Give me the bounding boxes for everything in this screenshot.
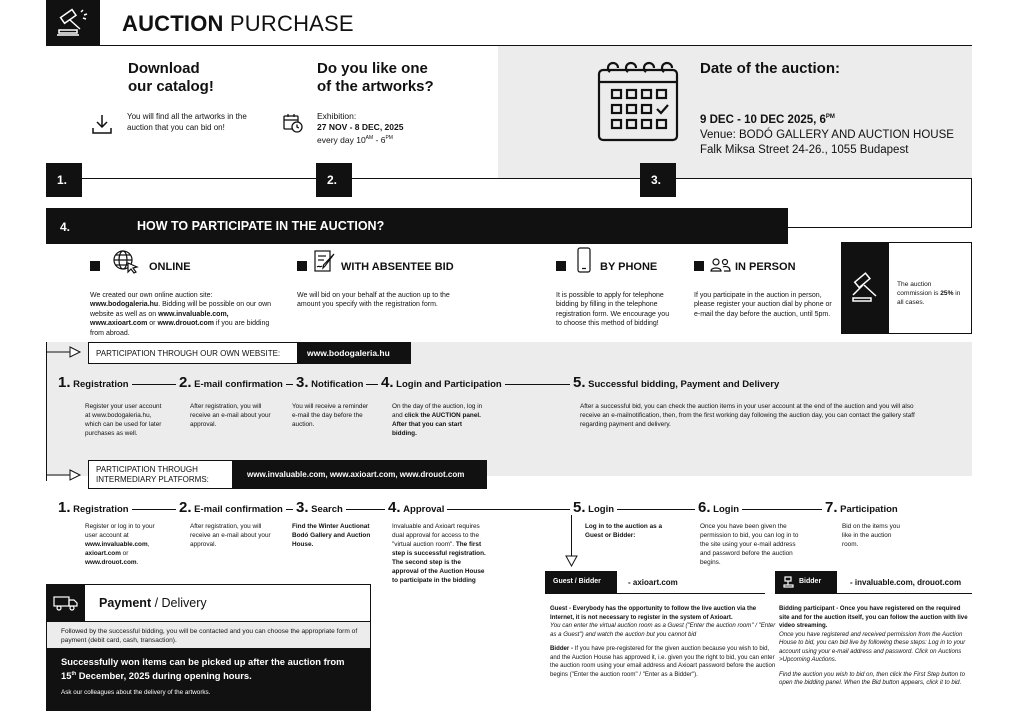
inter-step-3-text: Find the Winter Auctionat Bodó Gallery and Auction House. [292,523,371,548]
method-phone-label: BY PHONE [600,261,658,273]
artworks-title-line2: of the artworks? [317,78,434,95]
own-step-5-text: After a successful bid, you can check the auction items in your user account at the end of the auction and you will also receive an e-mailnotification, then, from the first working day following the auction day, you can contact the gallery staff regarding payment and delivery. [580,403,915,428]
inter-step-3-head: 3. Search [293,499,346,516]
axioart-site: - axioart.com [628,578,678,587]
guest-text: Guest - Everybody has the opportunity to follow the live auction via the Internet, it is not necessary to register in the system of Axioart. You can enter the virtual auction room as a Guest ("Enter the auction room" / "Enter as a Guest") and watch the auction but you cannot bid Bidder - If you have pre-registered for the given auction because you wish to bid, and the Auction House has approved it, i.e. given you the right to bid, you can enter the auction room using your email address and Axioart password before the auction begins ("Enter the auction room" / "Enter as a Bidder"). [550,605,776,678]
calendar-icon [596,60,680,142]
auction-date-title: Date of the auction: [700,60,841,77]
inter-step-7-head: 7. Participation [822,499,901,516]
own-step-2-head: 2. E-mail confirmation [176,374,286,391]
own-website-link[interactable]: www.bodogaleria.hu [297,342,411,364]
intermediary-label-box [88,460,486,489]
auction-address: Falk Miksa Street 24-26., 1055 Budapest [700,143,909,156]
link-invaluable-axioart[interactable]: www.invaluable.com, www.axioart.com [90,310,229,328]
arrow-down-icon [565,555,578,567]
pickup-panel [46,648,371,711]
inter-step-5-text: Log in to the auction as a Guest or Bidder: [585,523,663,539]
header-logo [46,0,100,46]
method-online-label: ONLINE [149,261,191,273]
own-website-label-box [88,342,410,364]
inter-step-6-text: Once you have been given the permission to bid, you can log in to the site using your e-mail address and password before the auction begins. [700,523,799,566]
inter-step-6-head: 6. Login [695,499,742,516]
arrow-right-icon [46,346,86,358]
intermediary-links[interactable]: www.invaluable.com, www.axioart.com, www.drouot.com [232,460,487,489]
own-step-4-head: 4. Login and Participation [378,374,505,391]
page-title [122,11,354,37]
gavel-small-icon [783,576,795,588]
inter-step-2-head: 2. E-mail confirmation [176,499,286,516]
method-person-label: IN PERSON [735,261,796,273]
invaluable-drouot-site: - invaluable.com, drouot.com [850,578,962,587]
exhibition-dates: 27 NOV - 8 DEC, 2025 [317,122,404,132]
gavel-icon [849,271,883,305]
delivery-truck-icon [53,595,79,611]
own-step-2-text: After registration, you will receive an e-mail about your approval. [190,403,271,428]
artworks-title [317,60,434,96]
inter-step-5-head: 5. Login [570,499,617,516]
exhibition-label: Exhibition: [317,111,357,121]
own-step-3-text: You will receive a reminder e-mail the day before the auction. [292,403,369,428]
step-1-badge: 1. [46,163,82,197]
method-person-text: If you participate in the auction in person, please register your auction dial by phone or e-mail the day before the auction, until 5pm. [694,292,832,318]
catalog-title [128,60,214,96]
participate-title: HOW TO PARTICIPATE IN THE AUCTION? [137,219,385,233]
artworks-title-line1: Do you like one [317,60,428,77]
inter-step-1-text: Register or log in to your user account at www.invaluable.com, axioart.com or www.drouot.com. [85,523,155,566]
catalog-title-line2: our catalog! [128,78,214,95]
phone-icon [576,247,592,273]
inter-step-2-text: After registration, you will receive an e-mail about your approval. [190,523,271,548]
step-2-badge: 2. [316,163,352,197]
auction-date-value: 9 DEC - 10 DEC 2025, $6^{PM}$ [700,113,835,126]
pickup-text: Successfully won items can be picked up after the auction from 15th December, 2025 during opening hours. [61,656,345,682]
own-step-4-text: On the day of the auction, log in and click the AUCTION panel. After that you can start bidding. [392,403,483,437]
title-rest: PURCHASE [223,11,354,36]
own-step-1-text: Register your user account at www.bodogaleria.hu, which can be used for later purchases as well. [85,403,162,437]
intermediary-label: PARTICIPATION THROUGH INTERMEDIARY PLATFORMS: [96,465,209,484]
link-drouot[interactable]: www.drouot.com [157,320,214,328]
method-online-text: We created our own online auction site: www.bodogaleria.hu. Bidding will be possible on our own website as well as on www.invaluable.com, www.axioart.com or www.drouot.com if you are bidding from abroad. [90,292,272,337]
payment-box [46,584,371,711]
step-3-badge: 3. [640,163,676,197]
method-absentee-label: WITH ABSENTEE BID [341,261,454,273]
step-4-label: 4. [60,220,71,234]
gavel-icon [56,8,90,38]
people-icon [710,257,732,273]
commission-text: The auction commission is 25% in all cases. [897,281,961,307]
title-bold: AUCTION [122,11,224,36]
form-pen-icon [313,249,337,273]
payment-text: Followed by the successful bidding, you will be contacted and you can choose the appropriate form of payment (debit card, cash, transaction). [47,622,370,648]
calendar-clock-icon [282,112,304,134]
bidder-tab[interactable] [775,571,837,593]
method-absentee-text: We will bid on your behalf at the auction up to the amount you specify with the registration form. [297,292,450,309]
payment-title: Payment / Delivery [99,596,207,610]
auction-venue: Venue: BODÓ GALLERY AND AUCTION HOUSE [700,128,954,141]
link-bodogaleria[interactable]: www.bodogaleria.hu [90,301,159,309]
own-step-1-head: 1. Registration [58,374,132,391]
own-website-label: PARTICIPATION THROUGH OUR OWN WEBSITE: [96,349,281,358]
exhibition-hours: every day $10^{AM} - 6^{PM}$ [317,134,393,145]
bidder-text: Bidding participant - Once you have registered on the required site and for the auction itself, you can follow the auction with live video streaming. Once you have registered and received permission from the Auction House to bid, you can bid live by following these steps: Log in to your account using your e-mail address and password. Click on Auctions >Upcoming Auctions. Find the auction you wish to bid on, then click the First Step button to open the bidding panel. When the Bid button appears, click it to bid. [779,605,968,687]
own-step-3-head: 3. Notification [293,374,366,391]
inter-step-4-head: 4. Approval [385,499,447,516]
auction-date-info [700,110,954,158]
bidder-tab-label: Bidder [799,578,822,585]
inter-step-1-head: 1. Registration [58,499,132,516]
catalog-text: You will find all the artworks in the auction that you can bid on! [127,112,247,132]
globe-cursor-icon [112,249,140,275]
guest-bidder-tab[interactable]: Guest / Bidder [545,571,617,593]
commission-box [841,242,972,334]
catalog-title-line1: Download [128,60,200,77]
download-icon[interactable] [90,112,114,136]
method-phone-text: It is possible to apply for telephone bidding by filling in the telephone registration form. We encourage you to choose this method of bidding! [556,292,670,328]
inter-step-7-text: Bid on the items you like in the auction room. [842,523,900,548]
exhibition-info [317,111,403,146]
inter-step-4-text: Invaluable and Axioart requires dual approval for access to the "virtual auction room". The first step is successful registration. The second step is the approval of the Auction House to participate in the bidding [392,523,486,584]
delivery-note: Ask our colleagues about the delivery of the artworks. [61,689,211,697]
steps-connector [80,178,971,179]
arrow-right-icon [46,469,86,481]
own-step-5-head: 5. Successful bidding, Payment and Delivery [570,374,782,391]
